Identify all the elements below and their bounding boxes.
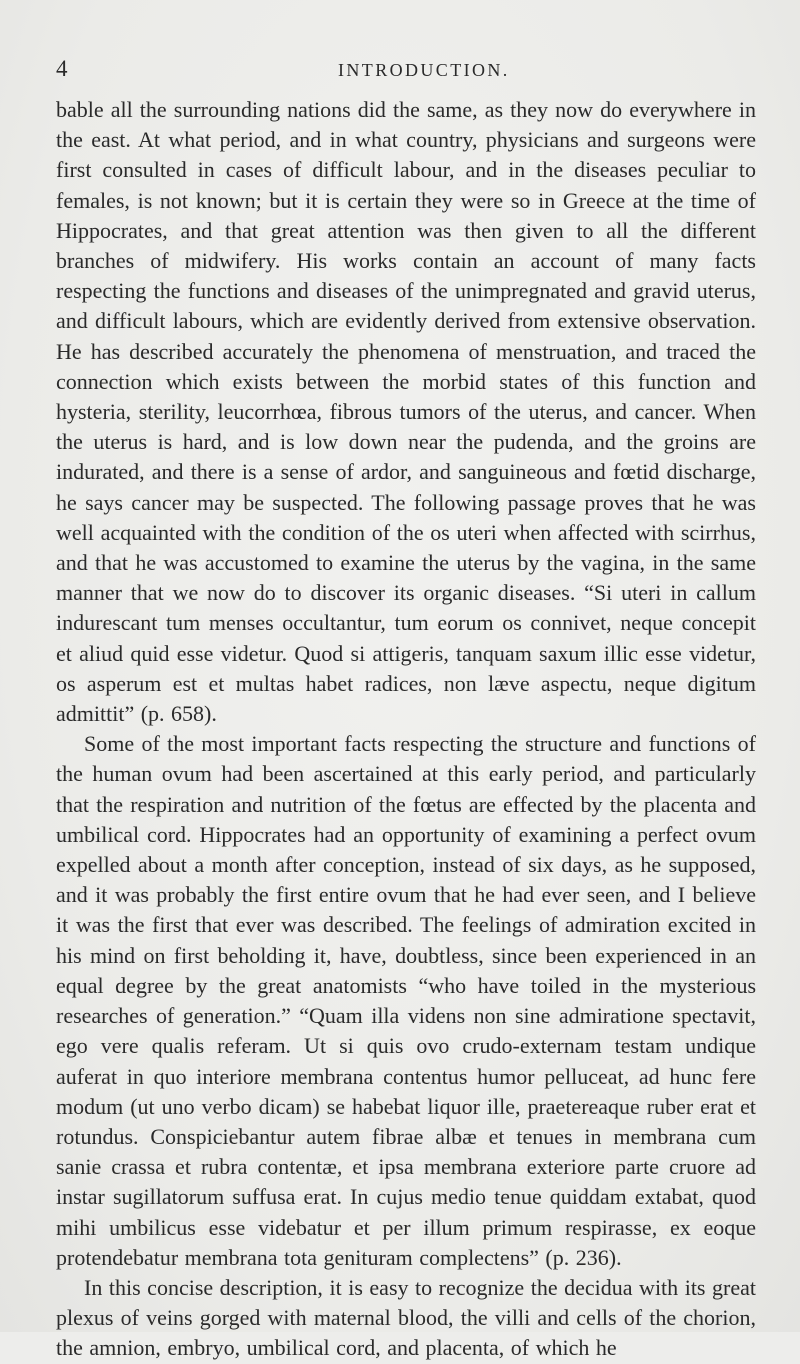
- paragraph: bable all the surrounding nations did the same, as they now do everywhere in the east. At what period, and in what country, physicians and surgeons were first consulted in cases of difficult labour, and in the diseases peculiar to females, is not known; but it is certain they were so in Greece at the time of Hippocrates, and that great attention was then given to all the different branches of midwifery. His works contain an account of many facts respecting the functions and diseases of the unimpregnated and gravid uterus, and difficult labours, which are evidently derived from extensive observation. He has described accurately the phenomena of menstruation, and traced the connection which exists between the morbid states of this function and hysteria, sterility, leucorrhœa, fibrous tumors of the uterus, and cancer. When the uterus is hard, and is low down near the pudenda, and the groins are indurated, and there is a sense of ardor, and sanguineous and fœtid discharge, he says cancer may be suspected. The following passage proves that he was well acquainted with the condition of the os uteri when affected with scirrhus, and that he was accustomed to examine the uterus by the vagina, in the same manner that we now do to discover its organic diseases. “Si uteri in callum indurescant tum menses occultantur, tum eorum os connivet, neque concepit et aliud quid esse videtur. Quod si attigeris, tanquam saxum illic esse videtur, os asperum est et multas habet radices, non læve aspectu, neque digitum admittit” (p. 658).: [56, 97, 756, 727]
- body-text: [56, 95, 756, 1364]
- running-head: INTRODUCTION.: [338, 60, 510, 80]
- paragraph: Some of the most important facts respecting the structure and functions of the human ovum had been ascertained at this early period, and particularly that the respiration and nutrition of the fœtus are effected by the placenta and umbilical cord. Hippocrates had an opportunity of examining a perfect ovum expelled about a month after conception, instead of six days, as he supposed, and it was probably the first entire ovum that he had ever seen, and I believe it was the first that ever was described. The feelings of admiration excited in his mind on first beholding it, have, doubtless, since been experienced in an equal degree by the great anatomists “who have toiled in the mysterious researches of generation.” “Quam illa videns non sine admiratione spectavit, ego vere qualis referam. Ut si quis ovo crudo-externam testam undique auferat in quo interiore membrana contentus humor pelluceat, ad hunc fere modum (ut uno verbo dicam) se habebat liquor ille, praetereaque ruber erat et rotundus. Conspiciebantur autem fibrae albæ et tenues in membrana cum sanie crassa et rubra contentæ, et ipsa membrana exteriore parte cruore ad instar sugillatorum suffusa erat. In cujus medio tenue quiddam extabat, quod mihi umbilicus esse videbatur et per illum primum respirasse, ex eoque protendebatur membrana tota genituram complectens” (p. 236).: [56, 731, 756, 1270]
- paragraph: In this concise description, it is easy to recognize the decidua with its great plexus of veins gorged with maternal blood, the villi and cells of the chorion, the amnion, embryo, umbilical cord, and placenta, of which he: [56, 1274, 756, 1361]
- page-number: 4: [56, 56, 68, 81]
- page-header: [56, 56, 756, 86]
